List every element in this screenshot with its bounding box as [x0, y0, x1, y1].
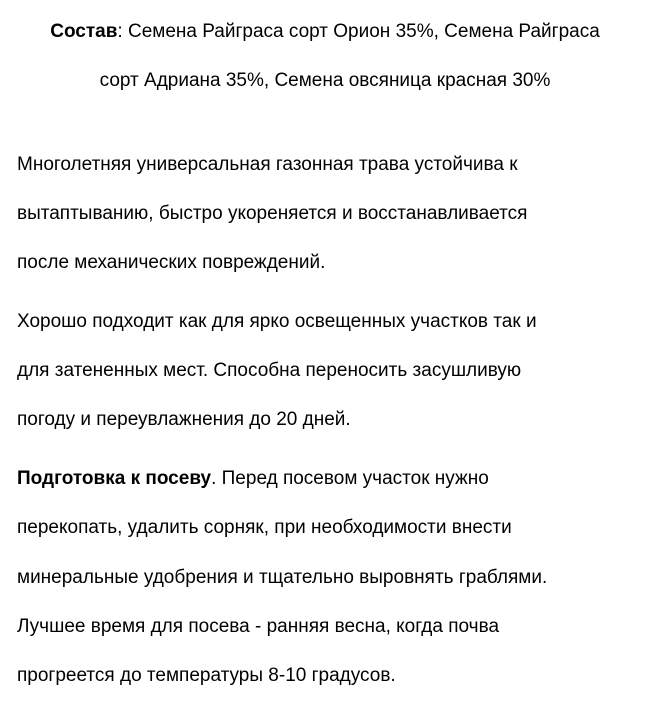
preparation-text: . Перед посевом участок нужно	[211, 468, 489, 489]
paragraph-1-line-2: вытаптыванию, быстро укореняется и восстанавливается	[17, 203, 528, 224]
paragraph-1-line-3: после механических повреждений.	[17, 252, 326, 273]
paragraph-2-line-3: погоду и переувлажнения до 20 дней.	[17, 409, 351, 430]
paragraph-2-line-2: для затененных мест. Способна переносить засушливую	[17, 360, 522, 381]
composition-line-1	[0, 20, 650, 44]
preparation-line-2: перекопать, удалить сорняк, при необходимости внести	[17, 517, 512, 538]
preparation-line-4: Лучшее время для посева - ранняя весна, когда почва	[17, 616, 500, 637]
paragraph-1-line-1: Многолетняя универсальная газонная трава устойчива к	[17, 154, 518, 175]
composition-label: Состав	[50, 21, 118, 42]
preparation-label: Подготовка к посеву	[17, 468, 212, 489]
composition-text: : Семена Райграса сорт Орион 35%, Семена Райграса	[117, 21, 600, 42]
preparation-line-3: минеральные удобрения и тщательно выровнять граблями.	[17, 567, 548, 588]
preparation-line-1	[17, 467, 489, 491]
composition-line-2: сорт Адриана 35%, Семена овсяница красная 30%	[99, 70, 551, 91]
paragraph-2-line-1: Хорошо подходит как для ярко освещенных участков так и	[17, 311, 537, 332]
preparation-line-5: прогреется до температуры 8-10 градусов.	[17, 665, 396, 686]
